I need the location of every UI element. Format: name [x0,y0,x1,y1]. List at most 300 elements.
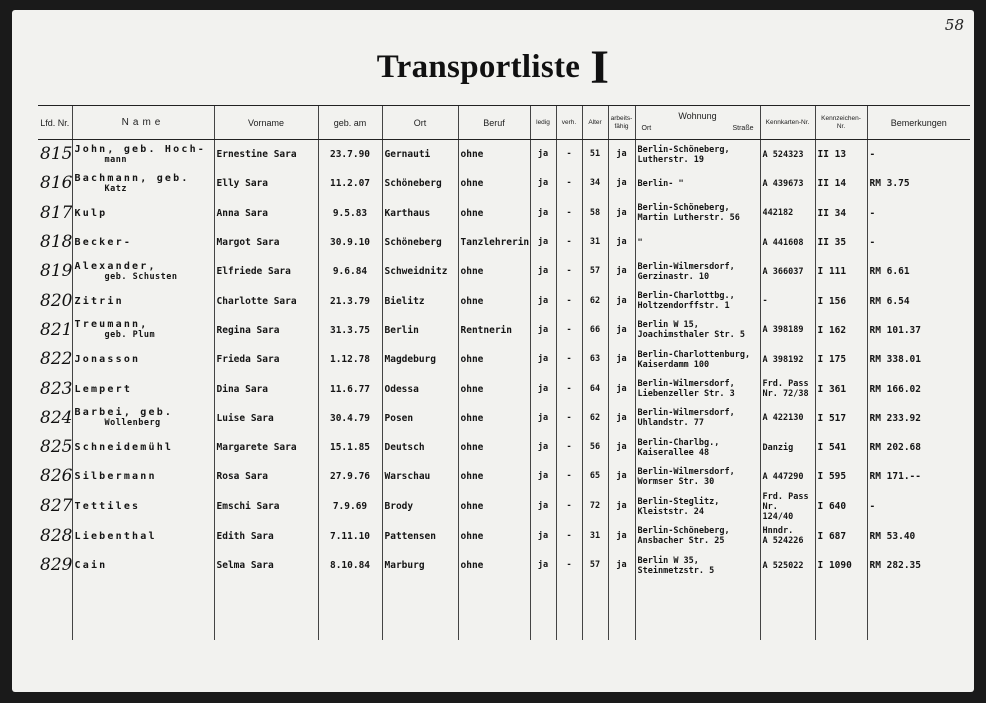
row-verh: - [556,522,582,551]
row-alter: 31 [582,522,608,551]
filler-cell [214,580,318,640]
row-kennzeichen: II 14 [815,169,867,198]
row-number: 824 [40,407,72,428]
table-row [38,492,970,522]
row-bemerkungen: RM 3.75 [867,169,970,198]
row-vorname: Ernestine Sara [214,140,318,170]
row-verh: - [556,345,582,374]
row-number: 828 [40,525,72,546]
row-kennkarten-line1: A 398192 [762,354,804,365]
row-bemerkungen: RM 233.92 [867,404,970,433]
row-kennzeichen: I 175 [815,345,867,374]
table-row [38,522,970,551]
row-beruf: ohne [458,404,530,433]
row-geb-am: 7.9.69 [318,492,382,522]
filler-cell [608,580,635,640]
header-name: Name [72,106,214,140]
row-beruf: ohne [458,492,530,522]
row-name-line1: Cain [74,560,108,571]
row-ort: Posen [382,404,458,433]
row-alter: 34 [582,169,608,198]
row-kennkarten [760,316,815,345]
row-ort: Odessa [382,374,458,403]
row-wohnung-line2: Kaiserdamm 100 [637,359,710,370]
row-kennkarten-line1: Frd. Pass [762,491,809,502]
row-bemerkungen: RM 6.54 [867,286,970,315]
row-kennzeichen: I 162 [815,316,867,345]
row-beruf: ohne [458,345,530,374]
transport-table-wrap [38,105,970,640]
header-kennkarten: Kennkarten-Nr. [760,106,815,140]
row-number: 819 [40,261,72,282]
row-arbeitsfaehig: ja [608,199,635,228]
row-kennkarten-line1: A 525022 [762,560,804,571]
row-ledig: ja [530,140,556,170]
row-vorname: Regina Sara [214,316,318,345]
row-verh: - [556,257,582,286]
row-ort: Karthaus [382,199,458,228]
row-wohnung-line1: Berlin-Schöneberg, [637,144,730,155]
row-verh: - [556,374,582,403]
row-name-line2: geb. Schusten [104,271,178,282]
row-vorname: Dina Sara [214,374,318,403]
row-wohnung-line2: Wormser Str. 30 [637,476,715,487]
row-name-line2: Katz [104,183,127,194]
row-bemerkungen: - [867,199,970,228]
row-verh: - [556,462,582,491]
filler-cell [556,580,582,640]
row-vorname: Elly Sara [214,169,318,198]
row-alter: 72 [582,492,608,522]
row-alter: 65 [582,462,608,491]
row-arbeitsfaehig: ja [608,257,635,286]
table-row [38,404,970,433]
row-beruf: ohne [458,462,530,491]
row-number: 817 [40,202,72,223]
row-beruf: ohne [458,257,530,286]
row-wohnung [635,492,760,522]
row-name [72,169,214,198]
row-bemerkungen: RM 166.02 [867,374,970,403]
row-name-line2: mann [104,154,127,165]
row-geb-am: 23.7.90 [318,140,382,170]
row-geb-am: 30.4.79 [318,404,382,433]
row-name [72,433,214,462]
row-bemerkungen: RM 53.40 [867,522,970,551]
row-arbeitsfaehig: ja [608,345,635,374]
row-number: 816 [40,173,72,194]
row-name [72,316,214,345]
row-alter: 63 [582,345,608,374]
row-kennkarten-line2: Nr. 124/40 [762,501,794,522]
row-kennzeichen: I 595 [815,462,867,491]
row-wohnung-line2: Kleiststr. 24 [637,506,705,517]
row-verh: - [556,199,582,228]
row-vorname: Emschi Sara [214,492,318,522]
row-wohnung-line2: Lutherstr. 19 [637,154,705,165]
row-kennkarten [760,433,815,462]
row-kennkarten-line1: - [762,296,768,307]
row-verh: - [556,492,582,522]
row-geb-am: 27.9.76 [318,462,382,491]
row-ledig: ja [530,551,556,580]
row-name-line1: Kulp [74,207,108,219]
row-vorname: Margot Sara [214,228,318,257]
row-wohnung-line1: Berlin-Wilmersdorf, [637,466,735,477]
row-ort: Magdeburg [382,345,458,374]
row-ort: Bielitz [382,286,458,315]
row-name [72,286,214,315]
row-ledig: ja [530,433,556,462]
row-kennzeichen: I 156 [815,286,867,315]
row-wohnung [635,462,760,491]
row-bemerkungen: - [867,228,970,257]
row-kennzeichen: II 34 [815,199,867,228]
filler-row [38,580,970,640]
row-wohnung [635,286,760,315]
row-name [72,345,214,374]
row-wohnung-line1: Berlin-Wilmersdorf, [637,408,735,419]
row-geb-am: 8.10.84 [318,551,382,580]
table-row [38,199,970,228]
row-kennkarten-line1: Danzig [762,442,794,453]
row-name-line1: Becker- [74,237,133,249]
row-wohnung-line2: Kaiserallee 48 [637,447,710,458]
row-kennkarten [760,228,815,257]
row-arbeitsfaehig: ja [608,140,635,170]
row-kennkarten [760,522,815,551]
row-ort: Schweidnitz [382,257,458,286]
table-row [38,257,970,286]
row-bemerkungen: RM 101.37 [867,316,970,345]
table-row [38,169,970,198]
row-name [72,140,214,170]
row-alter: 64 [582,374,608,403]
row-wohnung-line2: Uhlandstr. 77 [637,418,705,429]
row-bemerkungen: RM 6.61 [867,257,970,286]
row-alter: 62 [582,286,608,315]
row-bemerkungen: RM 338.01 [867,345,970,374]
table-body [38,140,970,641]
row-name-line1: Jonasson [74,354,141,366]
row-kennzeichen: I 361 [815,374,867,403]
row-arbeitsfaehig: ja [608,522,635,551]
row-beruf: ohne [458,374,530,403]
row-ledig: ja [530,228,556,257]
row-name-line1: Lempert [74,383,133,395]
row-arbeitsfaehig: ja [608,169,635,198]
row-ort: Schöneberg [382,228,458,257]
row-ledig: ja [530,404,556,433]
row-number: 818 [40,232,72,253]
row-number: 821 [40,319,72,340]
row-beruf: ohne [458,551,530,580]
row-number: 826 [40,466,72,487]
row-name [72,462,214,491]
row-kennkarten [760,199,815,228]
row-arbeitsfaehig: ja [608,551,635,580]
table-row [38,286,970,315]
page-number: 58 [944,16,964,34]
row-name [72,522,214,551]
row-wohnung-line1: Berlin-Charlottbg., [637,291,735,302]
filler-cell [458,580,530,640]
row-wohnung [635,257,760,286]
row-kennkarten-line1: A 439673 [762,178,804,189]
row-vorname: Charlotte Sara [214,286,318,315]
row-wohnung [635,551,760,580]
row-ledig: ja [530,374,556,403]
row-kennzeichen: I 640 [815,492,867,522]
row-kennkarten-line1: A 366037 [762,266,804,277]
row-alter: 57 [582,551,608,580]
row-wohnung [635,522,760,551]
row-wohnung-line1: Berlin-Steglitz, [637,496,720,507]
row-bemerkungen: - [867,492,970,522]
row-wohnung-line1: Berlin W 35, [637,555,699,566]
row-wohnung-line1: Berlin-Wilmersdorf, [637,261,735,272]
row-ort: Brody [382,492,458,522]
row-arbeitsfaehig: ja [608,492,635,522]
row-ort: Gernauti [382,140,458,170]
row-kennkarten-line1: A 524323 [762,149,804,160]
row-name [72,228,214,257]
row-wohnung [635,404,760,433]
row-beruf: ohne [458,140,530,170]
table-row [38,345,970,374]
row-wohnung-line1: Berlin-Charlbg., [637,437,720,448]
filler-cell [760,580,815,640]
row-number: 823 [40,378,72,399]
row-name-line1: Treumann, [74,319,149,331]
row-vorname: Selma Sara [214,551,318,580]
header-alter: Alter [582,106,608,140]
filler-cell [530,580,556,640]
row-verh: - [556,169,582,198]
row-name-line1: Schneidemühl [74,442,174,454]
header-lfd: Lfd. Nr. [38,106,72,140]
row-ort: Pattensen [382,522,458,551]
row-geb-am: 7.11.10 [318,522,382,551]
row-wohnung-line1: Berlin-Wilmersdorf, [637,379,735,390]
row-name [72,374,214,403]
row-wohnung-line1: Berlin-Charlottenburg, [637,349,751,360]
row-wohnung-line1: Berlin-Schöneberg, [637,203,730,214]
row-bemerkungen: - [867,140,970,170]
row-ort: Schöneberg [382,169,458,198]
row-ort: Warschau [382,462,458,491]
row-geb-am: 31.3.75 [318,316,382,345]
row-kennzeichen: I 541 [815,433,867,462]
header-ledig: ledig [530,106,556,140]
row-verh: - [556,551,582,580]
header-wohnung-ort: Ort [641,125,652,132]
row-wohnung-line2: Ansbacher Str. 25 [637,536,725,547]
row-name [72,404,214,433]
row-geb-am: 21.3.79 [318,286,382,315]
filler-cell [72,580,214,640]
row-geb-am: 9.6.84 [318,257,382,286]
row-kennkarten [760,374,815,403]
row-kennkarten [760,140,815,170]
row-kennkarten-line1: A 398189 [762,325,804,336]
row-kennkarten [760,257,815,286]
header-vorname: Vorname [214,106,318,140]
header-verh: verh. [556,106,582,140]
row-verh: - [556,316,582,345]
row-vorname: Luise Sara [214,404,318,433]
row-beruf: ohne [458,522,530,551]
row-kennkarten-line1: A 441608 [762,237,804,248]
row-bemerkungen: RM 282.35 [867,551,970,580]
row-wohnung-line1: Berlin W 15, [637,320,699,331]
row-alter: 56 [582,433,608,462]
row-alter: 58 [582,199,608,228]
title-roman-numeral: I [590,41,610,94]
row-verh: - [556,140,582,170]
table-row [38,374,970,403]
row-verh: - [556,404,582,433]
row-ort: Marburg [382,551,458,580]
row-kennzeichen: I 1090 [815,551,867,580]
row-name-line1: Bachmann, geb. [74,172,190,184]
row-number: 825 [40,437,72,458]
row-verh: - [556,286,582,315]
row-beruf: ohne [458,286,530,315]
row-arbeitsfaehig: ja [608,228,635,257]
row-bemerkungen: RM 171.-- [867,462,970,491]
row-name-line2: Wollenberg [104,418,161,429]
row-ledig: ja [530,462,556,491]
row-name-line1: Liebenthal [74,530,157,542]
table-row [38,316,970,345]
row-beruf: ohne [458,199,530,228]
row-alter: 66 [582,316,608,345]
header-wohnung-strasse: Straße [732,125,754,132]
row-kennzeichen: I 517 [815,404,867,433]
row-kennzeichen: II 35 [815,228,867,257]
row-bemerkungen: RM 202.68 [867,433,970,462]
row-wohnung-line2: Gerzinastr. 10 [637,271,710,282]
row-kennkarten-line2: Nr. 72/38 [762,389,809,400]
row-ort: Deutsch [382,433,458,462]
row-alter: 31 [582,228,608,257]
row-name-line1: Silbermann [74,471,157,483]
row-beruf: ohne [458,433,530,462]
row-number: 822 [40,349,72,370]
row-number: 829 [40,555,72,575]
header-geb-am: geb. am [318,106,382,140]
row-arbeitsfaehig: ja [608,462,635,491]
row-name-line1: John, geb. Hoch- [74,143,207,155]
row-arbeitsfaehig: ja [608,316,635,345]
header-row [38,106,970,140]
row-name-line1: Zitrin [74,295,124,307]
row-arbeitsfaehig: ja [608,374,635,403]
row-wohnung [635,140,760,170]
row-name-line2: geb. Plum [104,330,156,341]
filler-cell [318,580,382,640]
row-kennkarten-line1: Frd. Pass [762,379,809,390]
table-row [38,551,970,580]
filler-cell [815,580,867,640]
page-title [12,34,974,94]
row-vorname: Rosa Sara [214,462,318,491]
row-ort: Berlin [382,316,458,345]
header-ort: Ort [382,106,458,140]
document-sheet [12,10,974,692]
row-geb-am: 30.9.10 [318,228,382,257]
row-beruf: ohne [458,169,530,198]
row-name [72,257,214,286]
row-wohnung [635,345,760,374]
row-beruf: Rentnerin [458,316,530,345]
row-number: 820 [40,290,72,311]
header-wohnung [635,106,760,140]
row-wohnung [635,433,760,462]
row-ledig: ja [530,316,556,345]
row-number: 827 [40,496,72,517]
row-ledig: ja [530,257,556,286]
row-vorname: Edith Sara [214,522,318,551]
row-wohnung [635,316,760,345]
row-alter: 62 [582,404,608,433]
row-wohnung-line2: Steinmetzstr. 5 [637,565,715,576]
filler-cell [867,580,970,640]
row-wohnung [635,199,760,228]
row-arbeitsfaehig: ja [608,404,635,433]
row-wohnung-line1: Berlin-Schöneberg, [637,526,730,537]
row-kennzeichen: I 687 [815,522,867,551]
row-kennzeichen: I 111 [815,257,867,286]
row-geb-am: 1.12.78 [318,345,382,374]
row-kennkarten [760,551,815,580]
row-ledig: ja [530,522,556,551]
row-wohnung [635,374,760,403]
row-name [72,551,214,580]
filler-cell [635,580,760,640]
header-kennzeichen: Kennzeichen-Nr. [815,106,867,140]
row-wohnung-line2: Liebenzeller Str. 3 [637,389,735,400]
header-wohnung-label: Wohnung [678,111,717,121]
row-kennkarten [760,404,815,433]
row-wohnung [635,169,760,198]
row-ledig: ja [530,345,556,374]
row-ledig: ja [530,492,556,522]
row-vorname: Frieda Sara [214,345,318,374]
transport-table [38,105,970,640]
row-kennkarten-line2: A 524226 [762,536,804,547]
row-name-line1: Barbei, geb. [74,407,174,419]
row-name [72,492,214,522]
header-bemerkungen: Bemerkungen [867,106,970,140]
row-kennkarten [760,462,815,491]
title-text: Transportliste [376,49,581,85]
row-kennzeichen: II 13 [815,140,867,170]
row-name-line1: Tettiles [74,501,141,513]
row-geb-am: 15.1.85 [318,433,382,462]
row-alter: 51 [582,140,608,170]
row-vorname: Elfriede Sara [214,257,318,286]
row-vorname: Anna Sara [214,199,318,228]
row-verh: - [556,433,582,462]
table-row [38,140,970,170]
row-alter: 57 [582,257,608,286]
row-arbeitsfaehig: ja [608,286,635,315]
filler-cell [582,580,608,640]
row-kennkarten-line1: 442182 [762,208,794,219]
row-kennkarten [760,345,815,374]
